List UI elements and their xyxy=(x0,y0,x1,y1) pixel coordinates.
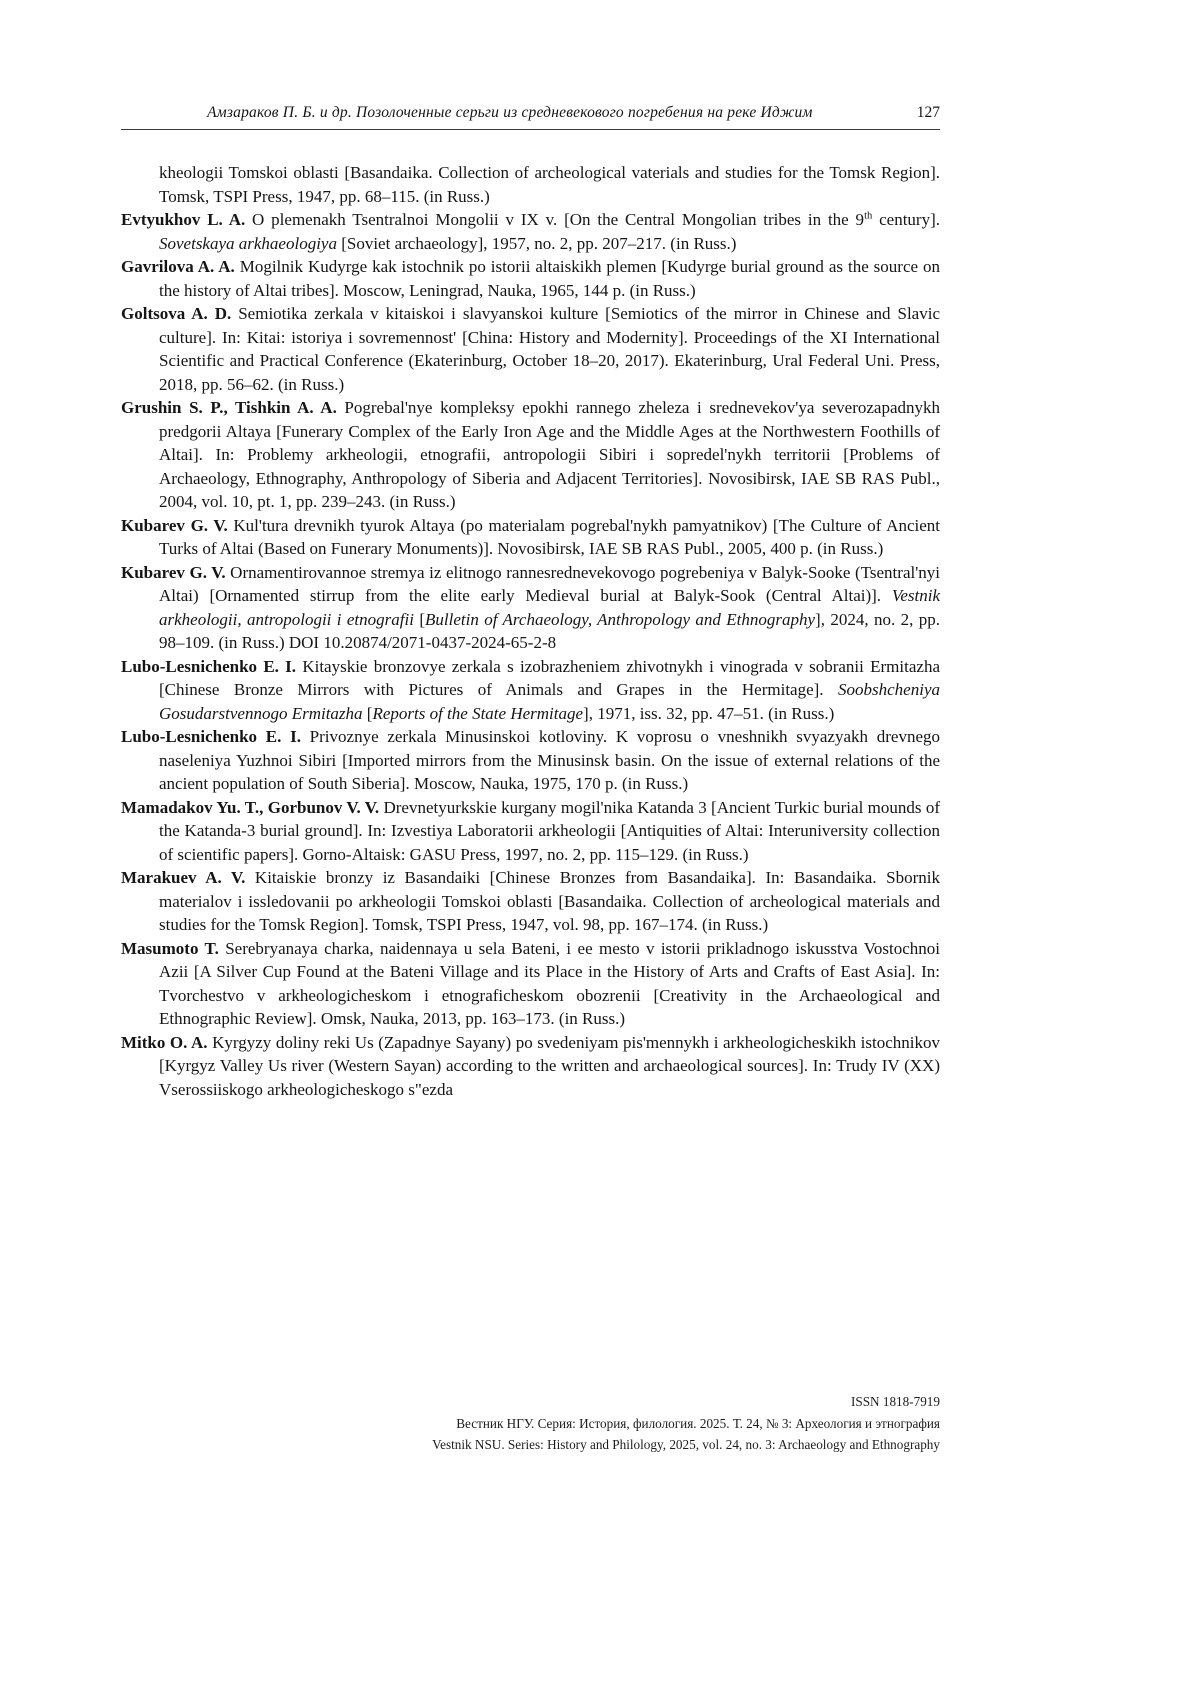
reference-authors: Lubo-Lesnichenko E. I. xyxy=(121,656,297,676)
journal-title: Reports of the State Hermitage xyxy=(372,703,584,723)
reference-entry xyxy=(121,302,940,396)
running-head: Амзараков П. Б. и др. Позолоченные серьги из средневекового погребения на реке Иджим xyxy=(207,104,813,121)
reference-entry xyxy=(121,1031,940,1102)
reference-entry xyxy=(121,396,940,514)
reference-authors: Goltsova A. D. xyxy=(121,304,232,323)
reference-text: century]. xyxy=(872,210,940,229)
journal-title: Bulletin of Archaeology, Anthropology and Ethnography xyxy=(425,609,816,629)
reference-text: Ornamentirovannoe stremya iz elitnogo rannesrednevekovogo pogrebeniya v Balyk-Sooke (Tsentral'nyi Altai) [Ornamented stirrup from the elite early Medieval burial at Balyk-Sook (Central Altai)]. xyxy=(159,562,940,605)
superscript-text: th xyxy=(864,210,873,222)
reference-list xyxy=(121,161,940,1101)
journal-title: Soobshcheniya Gosudarstvennogo Ermitazha xyxy=(159,680,940,723)
reference-text: Kul'tura drevnikh tyurok Altaya (po materialam pogrebal'nykh pamyatnikov) [The Culture of Ancient Turks of Altai (Based on Funerary Monuments)]. Novosibirsk, IAE SB RAS Publ., 2005, 400 p. (in Russ.) xyxy=(159,515,940,558)
reference-authors: Lubo-Lesnichenko E. I. xyxy=(121,727,301,746)
reference-text: Privoznye zerkala Minusinskoi kotloviny. K voprosu o vneshnikh svyazyakh drevnego naseleniya Yuzhnoi Sibiri [Imported mirrors from the Minusinsk basin. On the issue of external relations of the ancient population of South Siberia]. Moscow, Nauka, 1975, 170 p. (in Russ.) xyxy=(159,727,940,793)
reference-text: Drevnetyurkskie kurgany mogil'nika Katanda 3 [Ancient Turkic burial mounds of the Katanda-3 burial ground]. In: Izvestiya Laboratorii arkheologii [Antiquities of Altai: Interuniversity collection of scientific papers]. Gorno-Altaisk: GASU Press, 1997, no. 2, pp. 115–129. (in Russ.) xyxy=(159,797,940,864)
reference-text: kheologii Tomskoi oblasti [Basandaika. Collection of archeological vaterials and studies for the Tomsk Region]. Tomsk, TSPI Press, 1947, pp. 68–115. (in Russ.) xyxy=(159,163,940,206)
reference-text: [Soviet archaeology], 1957, no. 2, pp. 207–217. (in Russ.) xyxy=(336,233,737,253)
reference-text: Semiotika zerkala v kitaiskoi i slavyanskoi kulture [Semiotics of the mirror in Chinese and Slavic culture]. In: Kitai: istoriya i sovremennost' [China: History and Modernity]. Proceedings of the XI International Scientific and Practical Conference (Ekaterinburg, October 18–20, 2017). Ekaterinburg, Ural Federal Uni. Press, 2018, pp. 56–62. (in Russ.) xyxy=(159,304,940,394)
reference-entry xyxy=(121,937,940,1031)
reference-entry xyxy=(121,866,940,937)
footer-journal-ru: Вестник НГУ. Серия: История, филология. 2025. Т. 24, № 3: Археология и этнография xyxy=(456,1415,940,1431)
reference-entry xyxy=(121,208,940,255)
page-number: 127 xyxy=(916,104,940,121)
reference-text: ], 1971, iss. 32, pp. 47–51. (in Russ.) xyxy=(583,703,835,723)
reference-authors: Evtyukhov L. A. xyxy=(121,210,246,229)
reference-entry xyxy=(121,655,940,726)
reference-entry xyxy=(121,255,940,302)
reference-authors: Kubarev G. V. xyxy=(121,515,228,535)
footer-issn: ISSN 1818-7919 xyxy=(850,1394,940,1409)
reference-text: Kitaiskie bronzy iz Basandaiki [Chinese Bronzes from Basandaika]. In: Basandaika. Sbornik materialov i issledovanii po arkheologii Tomskoi oblasti [Basandaika. Collection of archeological materials and studies for the Tomsk Region]. Tomsk, TSPI Press, 1947, vol. 98, pp. 167–174. (in Russ.) xyxy=(159,868,940,934)
journal-title: Vestnik arkheologii, antropologii i etnografii xyxy=(159,586,940,629)
reference-entry xyxy=(121,514,940,561)
reference-text: Kitayskie bronzovye zerkala s izobrazheniem zhivotnykh i vinograda v sobranii Ermitazha [Chinese Bronze Mirrors with Pictures of Animals and Grapes in the Hermitage]. xyxy=(159,656,940,699)
reference-authors: Marakuev A. V. xyxy=(121,868,246,887)
reference-entry xyxy=(121,161,940,208)
reference-text: [ xyxy=(362,703,373,723)
reference-authors: Masumoto T. xyxy=(121,938,219,958)
reference-authors: Kubarev G. V. xyxy=(121,562,226,582)
reference-text: O plemenakh Tsentralnoi Mongolii v IX v. [On the Central Mongolian tribes in the 9 xyxy=(245,210,865,229)
reference-text: [ xyxy=(413,609,426,629)
reference-text: Mogilnik Kudyrge kak istochnik po istorii altaiskikh plemen [Kudyrge burial ground as the source on the history of Altai tribes]. Moscow, Leningrad, Nauka, 1965, 144 p. (in Russ.) xyxy=(159,257,940,300)
footer-journal-en: Vestnik NSU. Series: History and Philology, 2025, vol. 24, no. 3: Archaeology and Ethnography xyxy=(432,1437,940,1452)
reference-entry xyxy=(121,796,940,867)
page-footer xyxy=(432,1391,940,1456)
reference-authors: Grushin S. P., Tishkin A. A. xyxy=(121,398,337,417)
page-header xyxy=(121,104,940,130)
journal-title: Sovetskaya arkhaeologiya xyxy=(159,233,337,253)
reference-authors: Mitko O. A. xyxy=(121,1032,208,1052)
reference-authors: Mamadakov Yu. T., Gorbunov V. V. xyxy=(121,797,380,817)
reference-text: Pogrebal'nye kompleksy epokhi rannego zheleza i srednevekov'ya severozapadnykh predgorii Altaya [Funerary Complex of the Early Iron Age and the Middle Ages at the Northwestern Foothills of Altai]. In: Problemy arkheologii, etnografii, antropologii Sibiri i sopredel'nykh territorii [Problems of Archaeology, Ethnography, Anthropology of Siberia and Adjacent Territories]. Novosibirsk, IAE SB RAS Publ., 2004, vol. 10, pt. 1, pp. 239–243. (in Russ.) xyxy=(159,398,940,511)
reference-text: ], 2024, no. 2, pp. 98–109. (in Russ.) DOI 10.20874/2071-0437-2024-65-2-8 xyxy=(159,609,941,652)
reference-authors: Gavrilova A. A. xyxy=(121,257,235,276)
reference-entry xyxy=(121,725,940,796)
reference-entry xyxy=(121,561,940,655)
reference-text: Kyrgyzy doliny reki Us (Zapadnye Sayany) po svedeniyam pis'mennykh i arkheologicheskikh istochnikov [Kyrgyz Valley Us river (Western Sayan) according to the written and archaeological sources]. In: Trudy IV (XX) Vserossiiskogo arkheologicheskogo s"ezda xyxy=(159,1032,940,1099)
reference-text: Serebryanaya charka, naidennaya u sela Bateni, i ee mesto v istorii prikladnogo iskusstva Vostochnoi Azii [A Silver Cup Found at the Bateni Village and its Place in the History of Arts and Crafts of East Asia]. In: Tvorchestvo v arkheologicheskom i etnograficheskom obozrenii [Creativity in the Archaeological and Ethnographic Review]. Omsk, Nauka, 2013, pp. 163–173. (in Russ.) xyxy=(159,938,940,1028)
